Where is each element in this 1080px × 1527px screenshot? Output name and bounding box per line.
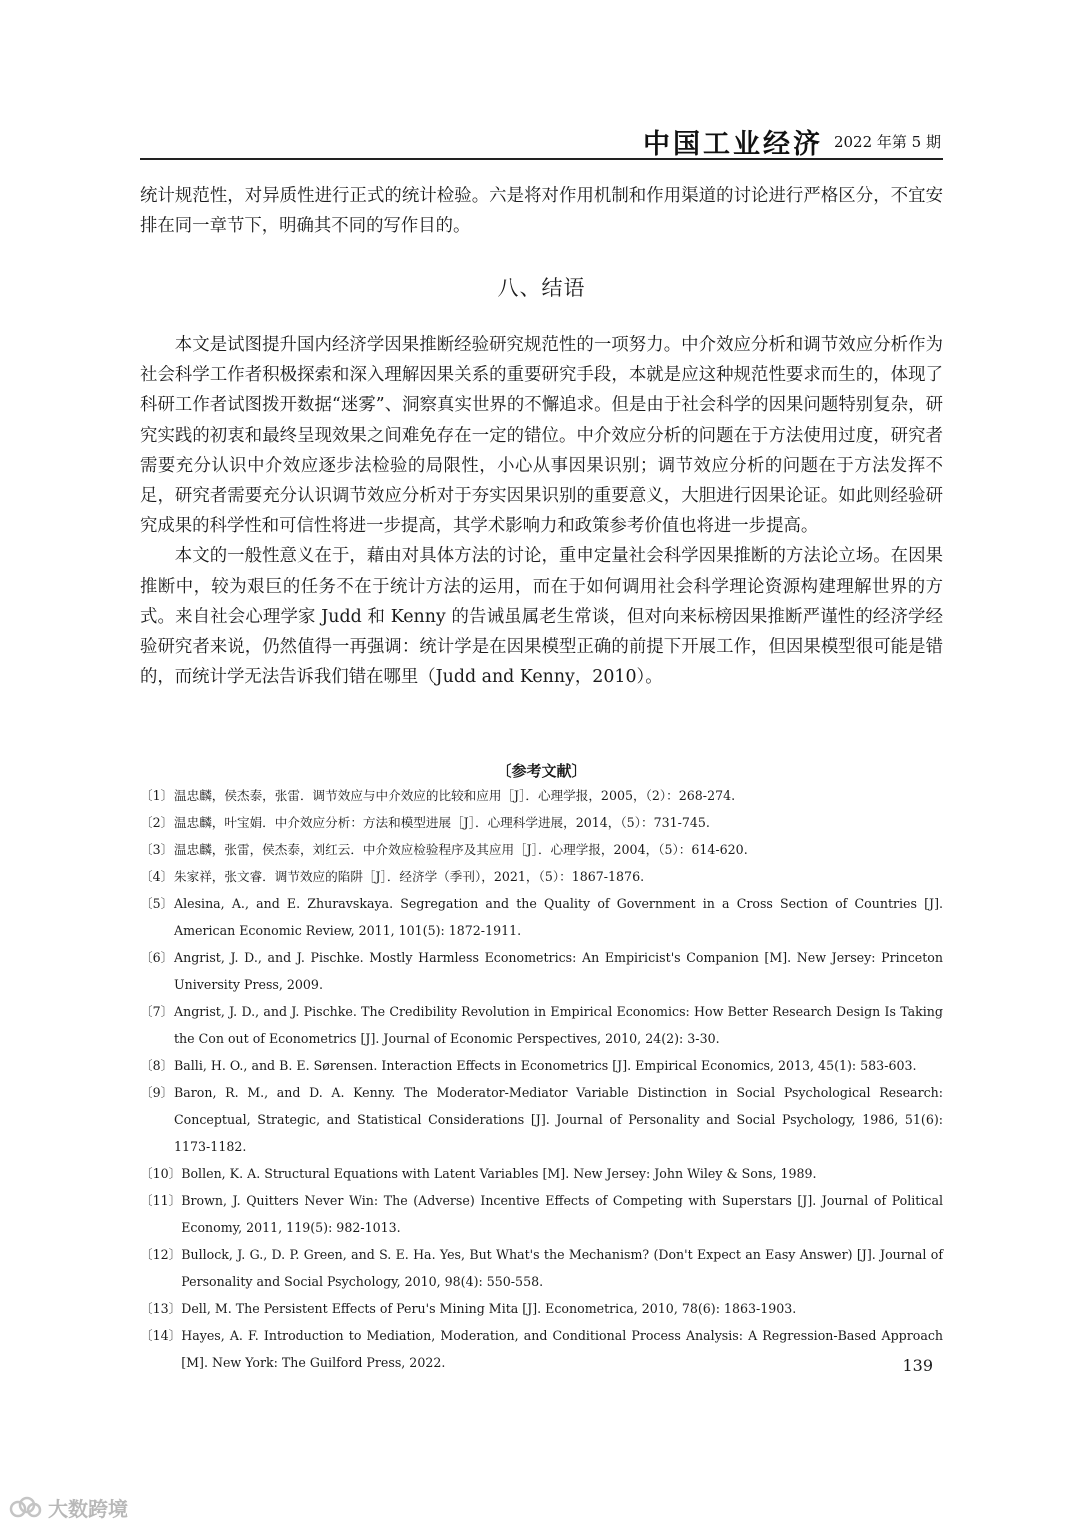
reference-number: 〔8〕 xyxy=(140,1058,174,1073)
reference-text: 温忠麟，侯杰泰，张雷．调节效应与中介效应的比较和应用［J］．心理学报，2005，（2）：268-274. xyxy=(174,788,736,803)
reference-text: Bollen, K. A. Structural Equations with Latent Variables [M]. New Jersey: John Wiley & Sons, 1989. xyxy=(181,1166,817,1181)
reference-text: 温忠麟，张雷，侯杰泰，刘红云．中介效应检验程序及其应用［J］．心理学报，2004，（5）：614-620. xyxy=(174,842,748,857)
reference-number: 〔4〕 xyxy=(140,869,174,884)
reference-number: 〔1〕 xyxy=(140,788,174,803)
reference-item xyxy=(140,1079,943,1160)
reference-number: 〔2〕 xyxy=(140,815,174,830)
reference-number: 〔3〕 xyxy=(140,842,174,857)
reference-number: 〔14〕 xyxy=(140,1328,182,1343)
reference-item xyxy=(140,1295,943,1322)
reference-text: Angrist, J. D., and J. Pischke. Mostly Harmless Econometrics: An Empiricist's Companion [M]. New Jersey: Princeton University Press, 2009. xyxy=(174,950,943,992)
reference-number: 〔7〕 xyxy=(140,1004,174,1019)
reference-item xyxy=(140,1241,943,1295)
page-number: 139 xyxy=(902,1356,933,1375)
conclusion-paragraph-1: 本文是试图提升国内经济学因果推断经验研究规范性的一项努力。中介效应分析和调节效应分析作为社会科学工作者积极探索和深入理解因果关系的重要研究手段，本就是应这种规范性要求而生的，体现了科研工作者试图拨开数据“迷雾”、洞察真实世界的不懈追求。但是由于社会科学的因果问题特别复杂，研究实践的初衷和最终呈现效果之间难免存在一定的错位。中介效应分析的问题在于方法使用过度，研究者需要充分认识中介效应逐步法检验的局限性，小心从事因果识别；调节效应分析的问题在于方法发挥不足，研究者需要充分认识调节效应分析对于夯实因果识别的重要意义，大胆进行因果论证。如此则经验研究成果的科学性和可信性将进一步提高，其学术影响力和政策参考价值也将进一步提高。 xyxy=(140,335,943,537)
reference-number: 〔10〕 xyxy=(140,1166,182,1181)
reference-item xyxy=(140,1052,943,1079)
issue-label: 2022 年第 5 期 xyxy=(833,133,941,151)
reference-text: 朱家祥，张文睿．调节效应的陷阱［J］．经济学（季刊），2021，（5）：1867-1876. xyxy=(174,869,645,884)
intro-paragraph: 统计规范性，对异质性进行正式的统计检验。六是将对作用机制和作用渠道的讨论进行严格区分，不宜安排在同一章节下，明确其不同的写作目的。 xyxy=(140,186,943,237)
conclusion-text xyxy=(140,330,943,692)
reference-item xyxy=(140,809,943,836)
reference-list xyxy=(140,782,943,1376)
reference-item xyxy=(140,1322,943,1376)
reference-item xyxy=(140,890,943,944)
reference-text: Hayes, A. F. Introduction to Mediation, Moderation, and Conditional Process Analysis: A Regression-Based Approach [M]. New York: The Guilford Press, 2022. xyxy=(181,1328,943,1370)
intro-text xyxy=(140,181,943,241)
reference-number: 〔11〕 xyxy=(140,1193,182,1208)
reference-item xyxy=(140,863,943,890)
cloud-logo-icon xyxy=(8,1495,42,1521)
watermark xyxy=(8,1493,128,1522)
reference-item xyxy=(140,1160,943,1187)
reference-number: 〔13〕 xyxy=(140,1301,182,1316)
reference-text: Brown, J. Quitters Never Win: The (Adverse) Incentive Effects of Competing with Superstars [J]. Journal of Political Economy, 2011, 119(5): 982-1013. xyxy=(181,1193,943,1235)
reference-text: Balli, H. O., and B. E. Sørensen. Interaction Effects in Econometrics [J]. Empirical Economics, 2013, 45(1): 583-603. xyxy=(174,1058,917,1073)
reference-number: 〔5〕 xyxy=(140,896,174,911)
reference-text: Bullock, J. G., D. P. Green, and S. E. Ha. Yes, But What's the Mechanism? (Don't Expect an Easy Answer) [J]. Journal of Personality and Social Psychology, 2010, 98(4): 550-558. xyxy=(181,1247,943,1289)
reference-text: Alesina, A., and E. Zhuravskaya. Segregation and the Quality of Government in a Cross Section of Countries [J]. American Economic Review, 2011, 101(5): 1872-1911. xyxy=(174,896,943,938)
reference-item xyxy=(140,836,943,863)
conclusion-paragraph-2: 本文的一般性意义在于，藉由对具体方法的讨论，重申定量社会科学因果推断的方法论立场。在因果推断中，较为艰巨的任务不在于统计方法的运用，而在于如何调用社会科学理论资源构建理解世界的方式。来自社会心理学家 Judd 和 Kenny 的告诫虽属老生常谈，但对向来标榜因果推断严谨性的经济学经验研究者来说，仍然值得一再强调：统计学是在因果模型正确的前提下开展工作，但因果模型很可能是错的，而统计学无法告诉我们错在哪里（Judd and Kenny，2010）。 xyxy=(140,546,943,688)
page-header xyxy=(140,122,943,160)
journal-name: 中国工业经济 xyxy=(643,129,823,160)
references-heading: 〔参考文献〕 xyxy=(496,762,587,780)
reference-text: 温忠麟，叶宝娟．中介效应分析：方法和模型进展［J］．心理科学进展，2014，（5）：731-745. xyxy=(174,815,710,830)
reference-number: 〔12〕 xyxy=(140,1247,182,1262)
watermark-text: 大数跨境 xyxy=(48,1497,128,1521)
reference-item xyxy=(140,944,943,998)
reference-number: 〔9〕 xyxy=(140,1085,174,1100)
reference-text: Baron, R. M., and D. A. Kenny. The Moderator-Mediator Variable Distinction in Social Psychological Research: Conceptual, Strategic, and Statistical Considerations [J]. Journal of Personality and Social Psychology, 1986, 51(6): 1173-1182. xyxy=(174,1085,943,1154)
section-heading: 八、结语 xyxy=(497,276,586,300)
reference-text: Angrist, J. D., and J. Pischke. The Credibility Revolution in Empirical Economics: How Better Research Design Is Taking the Con out of Econometrics [J]. Journal of Economic Perspectives, 2010, 24(2): 3-30. xyxy=(174,1004,943,1046)
reference-item xyxy=(140,998,943,1052)
reference-item xyxy=(140,1187,943,1241)
reference-text: Dell, M. The Persistent Effects of Peru's Mining Mita [J]. Econometrica, 2010, 78(6): 1863-1903. xyxy=(181,1301,797,1316)
reference-number: 〔6〕 xyxy=(140,950,174,965)
reference-item xyxy=(140,782,943,809)
